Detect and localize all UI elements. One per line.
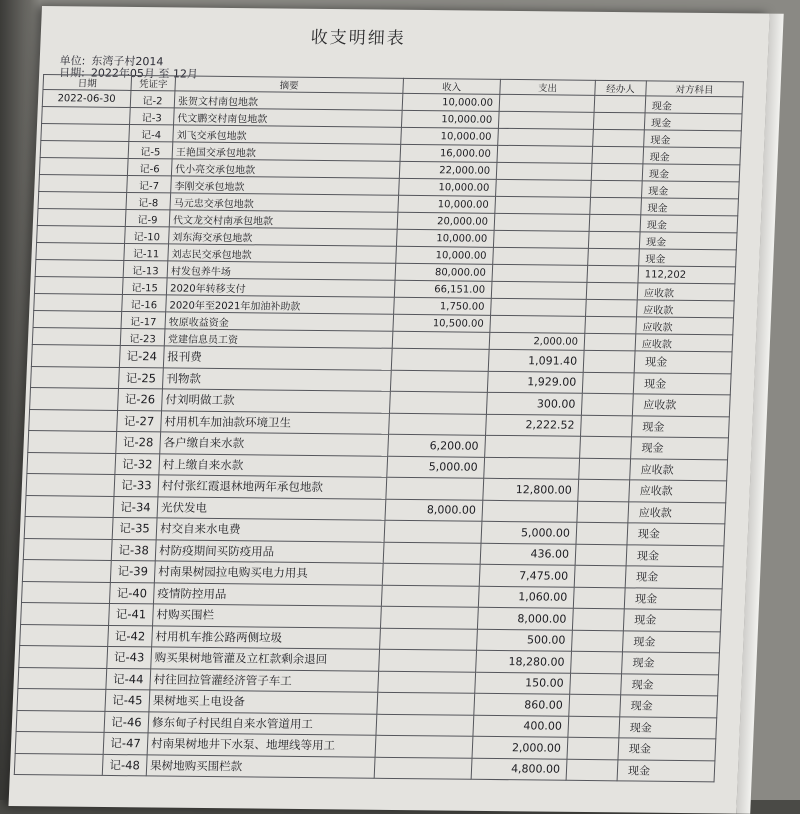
cell-expense bbox=[482, 500, 578, 522]
cell-voucher: 记-23 bbox=[120, 328, 165, 345]
cell-voucher: 记-15 bbox=[122, 277, 167, 294]
cell-income: 10,000.00 bbox=[399, 178, 497, 196]
cell-handler bbox=[580, 436, 632, 458]
cell-account: 现金 bbox=[633, 372, 731, 395]
cell-handler bbox=[591, 180, 643, 198]
cell-handler bbox=[588, 231, 640, 249]
cell-summary: 果树地购买围栏款 bbox=[146, 754, 375, 778]
cell-date bbox=[14, 753, 103, 775]
cell-account: 现金 bbox=[622, 630, 720, 653]
cell-summary: 村南果树地井下水泵、地埋线等用工 bbox=[147, 733, 376, 757]
cell-expense: 5,000.00 bbox=[481, 521, 577, 543]
cell-handler bbox=[594, 95, 646, 113]
cell-date bbox=[19, 646, 108, 668]
cell-account: 现金 bbox=[634, 351, 732, 374]
cell-summary: 张贺文村南包地款 bbox=[174, 91, 403, 110]
cell-handler bbox=[576, 522, 628, 544]
cell-income bbox=[380, 628, 478, 651]
cell-income: 5,000.00 bbox=[387, 456, 485, 479]
cell-summary: 党建信息员工资 bbox=[164, 329, 393, 348]
cell-handler bbox=[585, 316, 637, 334]
cell-date bbox=[42, 107, 131, 125]
cell-date bbox=[30, 388, 119, 410]
col-header-income: 收入 bbox=[403, 78, 501, 94]
cell-handler bbox=[581, 415, 633, 437]
cell-expense bbox=[499, 94, 595, 112]
cell-expense: 1,929.00 bbox=[487, 371, 583, 393]
cell-income bbox=[392, 331, 490, 349]
cell-account: 应收款 bbox=[637, 283, 735, 301]
cell-voucher: 记-35 bbox=[112, 517, 157, 539]
cell-summary: 刘飞交承包地款 bbox=[173, 125, 402, 144]
cell-date bbox=[34, 277, 123, 295]
cell-expense bbox=[493, 247, 589, 265]
cell-expense bbox=[498, 111, 594, 129]
cell-account: 现金 bbox=[641, 181, 739, 199]
cell-income bbox=[381, 585, 479, 608]
cell-voucher: 记-3 bbox=[130, 107, 175, 124]
cell-handler bbox=[574, 565, 626, 587]
cell-voucher: 记-5 bbox=[128, 141, 173, 158]
cell-account: 现金 bbox=[644, 113, 742, 131]
cell-account: 应收款 bbox=[632, 394, 730, 417]
cell-date bbox=[20, 624, 109, 646]
cell-voucher: 记-28 bbox=[116, 431, 161, 453]
cell-voucher: 记-43 bbox=[107, 646, 152, 668]
cell-income bbox=[382, 563, 480, 586]
cell-voucher: 记-7 bbox=[127, 175, 172, 192]
cell-income bbox=[386, 477, 484, 500]
cell-account: 现金 bbox=[620, 695, 718, 718]
cell-income: 10,000.00 bbox=[401, 127, 499, 145]
cell-income: 10,000.00 bbox=[398, 195, 496, 213]
cell-handler bbox=[586, 282, 638, 300]
ledger-table bbox=[14, 74, 744, 782]
cell-summary: 村南果树园拉电购买电力用具 bbox=[154, 561, 383, 585]
cell-voucher: 记-39 bbox=[110, 560, 155, 582]
cell-expense: 1,060.00 bbox=[478, 586, 574, 608]
cell-account: 应收款 bbox=[635, 334, 733, 352]
date-label: 日期: bbox=[58, 66, 86, 80]
cell-summary: 光伏发电 bbox=[157, 496, 386, 520]
cell-income: 66,151.00 bbox=[394, 280, 492, 298]
cell-account: 现金 bbox=[631, 415, 729, 438]
cell-summary: 村上缴自来水款 bbox=[159, 453, 388, 477]
cell-expense bbox=[491, 298, 587, 316]
cell-income bbox=[384, 520, 482, 543]
cell-date bbox=[22, 581, 111, 603]
cell-handler bbox=[589, 214, 641, 232]
cell-handler bbox=[586, 299, 638, 317]
cell-voucher: 记-46 bbox=[104, 711, 149, 733]
cell-handler bbox=[573, 587, 625, 609]
cell-summary: 报刊费 bbox=[163, 346, 392, 370]
col-header-voucher: 凭证字 bbox=[131, 75, 176, 90]
cell-expense: 1,091.40 bbox=[488, 349, 584, 371]
cell-summary: 购买果树地管灌及立杠款剩余退回 bbox=[151, 647, 380, 671]
cell-date bbox=[40, 141, 129, 159]
cell-summary: 村发包养牛场 bbox=[167, 261, 396, 280]
cell-expense: 500.00 bbox=[477, 629, 573, 651]
cell-expense bbox=[496, 179, 592, 197]
cell-income: 16,000.00 bbox=[400, 144, 498, 162]
unit-label: 单位: bbox=[59, 54, 86, 68]
cell-income: 10,000.00 bbox=[401, 110, 499, 128]
cell-date bbox=[28, 431, 117, 453]
cell-income bbox=[377, 692, 475, 715]
cell-summary: 村付张红霞退林地两年承包地款 bbox=[158, 475, 387, 499]
cell-voucher: 记-26 bbox=[118, 388, 163, 410]
col-header-expense: 支出 bbox=[500, 79, 596, 95]
cell-account: 现金 bbox=[642, 164, 740, 182]
ledger-sheet bbox=[8, 6, 769, 814]
unit-value: 东湾子村2014 bbox=[91, 54, 164, 69]
cell-voucher: 记-6 bbox=[127, 158, 172, 175]
cell-voucher: 记-44 bbox=[106, 668, 151, 690]
cell-summary: 果树地买上电设备 bbox=[149, 690, 378, 714]
cell-date: 2022-06-30 bbox=[42, 90, 131, 108]
cell-handler bbox=[568, 716, 620, 738]
cell-account: 现金 bbox=[639, 232, 737, 250]
cell-expense: 4,800.00 bbox=[471, 758, 567, 780]
cell-summary: 2020年至2021年加油补助款 bbox=[166, 295, 395, 314]
cell-voucher: 记-27 bbox=[117, 410, 162, 432]
cell-account: 应收款 bbox=[637, 300, 735, 318]
cell-date bbox=[23, 538, 112, 560]
cell-account: 应收款 bbox=[636, 317, 734, 335]
cell-expense: 400.00 bbox=[473, 715, 569, 737]
cell-expense bbox=[493, 230, 589, 248]
cell-handler bbox=[581, 393, 633, 415]
cell-income bbox=[391, 348, 489, 371]
cell-handler bbox=[571, 630, 623, 652]
cell-voucher: 记-10 bbox=[125, 226, 170, 243]
cell-date bbox=[16, 710, 105, 732]
cell-income: 6,200.00 bbox=[388, 434, 486, 457]
cell-expense: 436.00 bbox=[480, 543, 576, 565]
cell-income: 80,000.00 bbox=[395, 263, 493, 281]
cell-summary: 村往回拉管灌经济管子车工 bbox=[150, 668, 379, 692]
cell-date bbox=[24, 517, 113, 539]
cell-income: 22,000.00 bbox=[399, 161, 497, 179]
cell-expense bbox=[491, 281, 587, 299]
cell-voucher: 记-24 bbox=[119, 345, 164, 367]
cell-voucher: 记-25 bbox=[118, 367, 163, 389]
cell-date bbox=[29, 409, 118, 431]
cell-income: 10,000.00 bbox=[396, 246, 494, 264]
cell-summary: 村交自来水电费 bbox=[156, 518, 385, 542]
cell-summary: 刊物款 bbox=[162, 367, 391, 391]
cell-handler bbox=[590, 197, 642, 215]
cell-date bbox=[41, 124, 130, 142]
cell-expense bbox=[485, 435, 581, 457]
cell-handler bbox=[577, 501, 629, 523]
cell-summary: 付刘明做工款 bbox=[162, 389, 391, 413]
col-header-account: 对方科目 bbox=[646, 81, 744, 97]
cell-income bbox=[375, 735, 473, 758]
ledger-body bbox=[14, 90, 742, 782]
cell-expense: 2,222.52 bbox=[486, 414, 582, 436]
cell-expense: 2,000.00 bbox=[489, 332, 585, 350]
cell-summary: 牧原收益资金 bbox=[165, 312, 394, 331]
cell-income bbox=[374, 757, 472, 780]
cell-voucher: 记-8 bbox=[126, 192, 171, 209]
cell-expense: 860.00 bbox=[474, 693, 570, 715]
cell-summary: 修东甸子村民组自来水管道用工 bbox=[148, 711, 377, 735]
cell-handler bbox=[579, 458, 631, 480]
cell-voucher: 记-40 bbox=[109, 582, 154, 604]
cell-handler bbox=[583, 350, 635, 372]
cell-voucher: 记-16 bbox=[122, 294, 167, 311]
cell-account: 现金 bbox=[618, 738, 716, 761]
cell-income bbox=[380, 606, 478, 629]
cell-account: 现金 bbox=[639, 249, 737, 267]
cell-income bbox=[390, 370, 488, 393]
document-title: 收支明细表 bbox=[310, 27, 407, 49]
cell-account: 应收款 bbox=[629, 480, 727, 503]
cell-expense bbox=[496, 162, 592, 180]
cell-income bbox=[378, 671, 476, 694]
cell-voucher: 记-17 bbox=[121, 311, 166, 328]
date-range-value: 2022年05月 至 12月 bbox=[90, 66, 199, 81]
cell-account: 现金 bbox=[640, 215, 738, 233]
cell-voucher: 记-38 bbox=[111, 539, 156, 561]
cell-handler bbox=[587, 265, 639, 283]
cell-expense: 8,000.00 bbox=[477, 607, 573, 629]
cell-account: 现金 bbox=[623, 609, 721, 632]
cell-date bbox=[39, 158, 128, 176]
cell-account: 现金 bbox=[619, 716, 717, 739]
cell-handler bbox=[569, 694, 621, 716]
cell-expense bbox=[492, 264, 588, 282]
cell-handler bbox=[572, 608, 624, 630]
cell-income bbox=[379, 649, 477, 672]
cell-account: 现金 bbox=[617, 759, 715, 782]
cell-income: 20,000.00 bbox=[397, 212, 495, 230]
cell-account: 现金 bbox=[621, 673, 719, 696]
cell-income: 10,000.00 bbox=[396, 229, 494, 247]
cell-account: 现金 bbox=[644, 130, 742, 148]
cell-expense bbox=[484, 457, 580, 479]
cell-date bbox=[37, 226, 126, 244]
cell-expense: 12,800.00 bbox=[483, 478, 579, 500]
cell-voucher: 记-11 bbox=[124, 243, 169, 260]
cell-account: 现金 bbox=[645, 96, 743, 114]
cell-handler bbox=[588, 248, 640, 266]
cell-account: 现金 bbox=[626, 544, 724, 567]
cell-voucher: 记-32 bbox=[115, 453, 160, 475]
cell-voucher: 记-34 bbox=[113, 496, 158, 518]
cell-summary: 李刚交承包地款 bbox=[171, 176, 400, 195]
cell-date bbox=[36, 243, 125, 261]
cell-date bbox=[26, 474, 115, 496]
cell-account: 现金 bbox=[631, 437, 729, 460]
cell-date bbox=[22, 560, 111, 582]
cell-summary: 刘东海交承包地款 bbox=[169, 227, 398, 246]
cell-date bbox=[31, 366, 120, 388]
cell-summary: 刘志民交承包地款 bbox=[168, 244, 397, 263]
cell-voucher: 记-13 bbox=[123, 260, 168, 277]
cell-handler bbox=[592, 146, 644, 164]
cell-summary: 王艳国交承包地款 bbox=[172, 142, 401, 161]
cell-summary: 马元忠交承包地款 bbox=[170, 193, 399, 212]
cell-account: 应收款 bbox=[628, 501, 726, 524]
cell-date bbox=[31, 345, 120, 367]
cell-handler bbox=[570, 673, 622, 695]
cell-income bbox=[389, 413, 487, 436]
cell-account: 现金 bbox=[643, 147, 741, 165]
cell-expense: 300.00 bbox=[486, 392, 582, 414]
cell-expense bbox=[498, 128, 594, 146]
cell-handler bbox=[591, 163, 643, 181]
cell-handler bbox=[575, 544, 627, 566]
cell-summary: 代文鹏交村南包地款 bbox=[174, 108, 403, 127]
cell-account: 112,202 bbox=[638, 266, 736, 284]
cell-summary: 各户缴自来水款 bbox=[160, 432, 389, 456]
cell-voucher: 记-45 bbox=[105, 689, 150, 711]
cell-expense: 7,475.00 bbox=[479, 564, 575, 586]
cell-date bbox=[21, 603, 110, 625]
cell-expense: 150.00 bbox=[475, 672, 571, 694]
cell-voucher: 记-41 bbox=[109, 603, 154, 625]
cell-expense bbox=[490, 315, 586, 333]
cell-summary: 村防疫期间买防疫用品 bbox=[155, 539, 384, 563]
cell-voucher: 记-2 bbox=[130, 90, 175, 107]
cell-income bbox=[376, 714, 474, 737]
cell-expense bbox=[494, 213, 590, 231]
cell-handler bbox=[593, 112, 645, 130]
cell-summary: 村用机车推公路两侧垃圾 bbox=[152, 625, 381, 649]
cell-summary: 村购买围栏 bbox=[153, 604, 382, 628]
cell-handler bbox=[578, 479, 630, 501]
cell-account: 现金 bbox=[624, 587, 722, 610]
cell-expense: 2,000.00 bbox=[472, 736, 568, 758]
cell-voucher: 记-48 bbox=[102, 754, 147, 776]
cell-handler bbox=[567, 737, 619, 759]
cell-income: 1,750.00 bbox=[394, 297, 492, 315]
cell-date bbox=[34, 294, 123, 312]
cell-handler bbox=[582, 372, 634, 394]
cell-date bbox=[15, 732, 104, 754]
cell-voucher: 记-47 bbox=[103, 732, 148, 754]
cell-summary: 代小亮交承包地款 bbox=[171, 159, 400, 178]
cell-income bbox=[383, 542, 481, 565]
cell-date bbox=[39, 175, 128, 193]
col-header-handler: 经办人 bbox=[595, 80, 647, 96]
cell-summary: 2020年转移支付 bbox=[166, 278, 395, 297]
cell-income: 10,500.00 bbox=[393, 314, 491, 332]
cell-date bbox=[32, 328, 121, 346]
cell-voucher: 记-4 bbox=[129, 124, 174, 141]
cell-voucher: 记-9 bbox=[125, 209, 170, 226]
cell-account: 现金 bbox=[622, 652, 720, 675]
cell-date bbox=[17, 689, 106, 711]
cell-account: 现金 bbox=[625, 566, 723, 589]
cell-expense bbox=[497, 145, 593, 163]
cell-voucher: 记-33 bbox=[114, 474, 159, 496]
cell-income: 10,000.00 bbox=[402, 93, 500, 111]
cell-handler bbox=[593, 129, 645, 147]
cell-date bbox=[37, 209, 126, 227]
cell-income bbox=[389, 391, 487, 414]
cell-account: 现金 bbox=[627, 523, 725, 546]
cell-date bbox=[38, 192, 127, 210]
cell-handler bbox=[571, 651, 623, 673]
cell-date bbox=[27, 452, 116, 474]
cell-expense bbox=[495, 196, 591, 214]
cell-date bbox=[35, 260, 124, 278]
cell-date bbox=[33, 311, 122, 329]
cell-account: 应收款 bbox=[630, 458, 728, 481]
col-header-summary: 摘要 bbox=[175, 76, 404, 93]
col-header-date: 日期 bbox=[43, 75, 132, 91]
cell-income: 8,000.00 bbox=[385, 499, 483, 522]
cell-summary: 村用机车加油款环境卫生 bbox=[161, 410, 390, 434]
cell-account: 现金 bbox=[641, 198, 739, 216]
cell-handler bbox=[584, 333, 636, 351]
cell-date bbox=[25, 495, 114, 517]
cell-summary: 代文龙交村南承包地款 bbox=[169, 210, 398, 229]
cell-date bbox=[18, 667, 107, 689]
cell-voucher: 记-42 bbox=[108, 625, 153, 647]
cell-expense: 18,280.00 bbox=[476, 650, 572, 672]
cell-summary: 疫情防控用品 bbox=[153, 582, 382, 606]
cell-handler bbox=[566, 759, 618, 781]
